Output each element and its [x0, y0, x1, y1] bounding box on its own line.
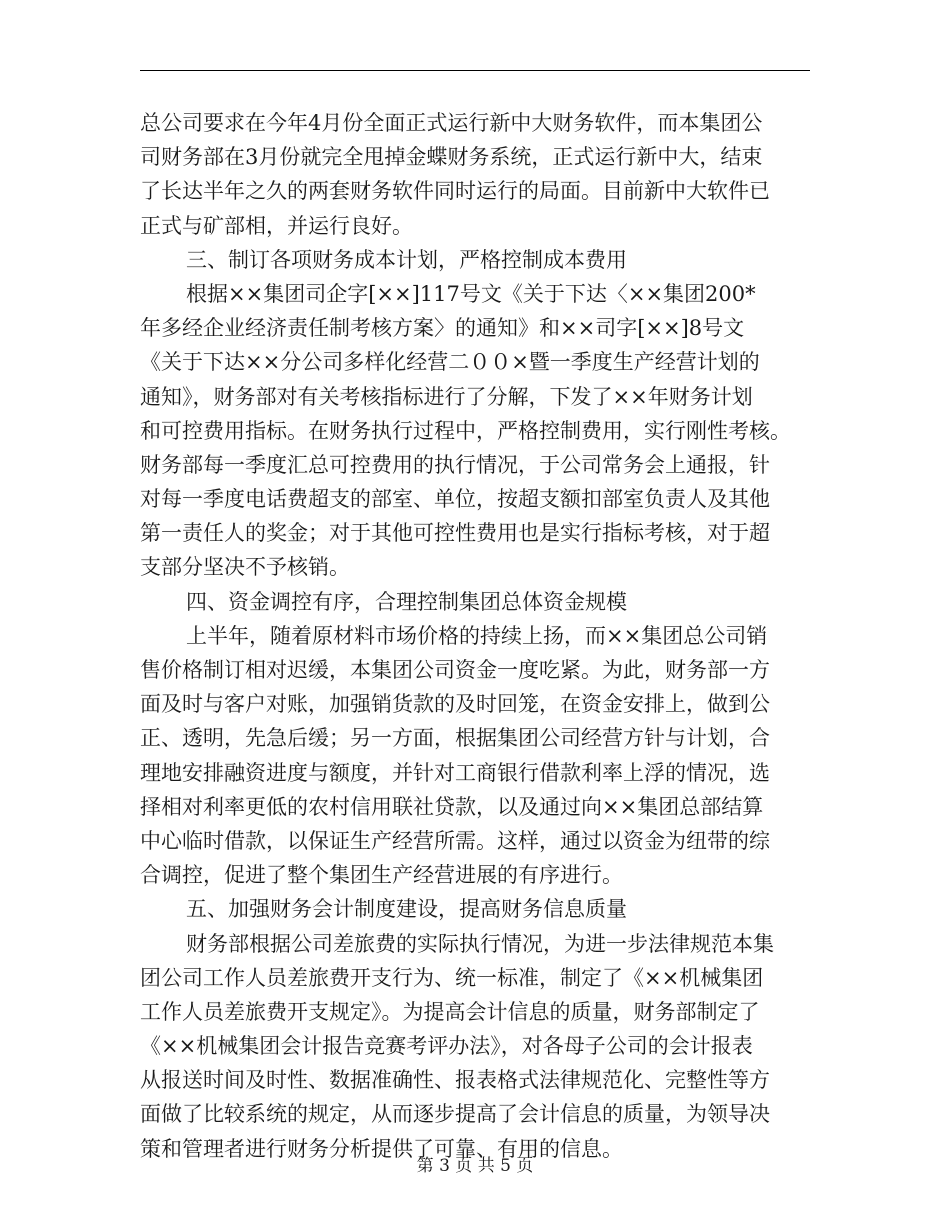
- text-line: 财务部根据公司差旅费的实际执行情况，为进一步法律规范本集: [186, 931, 774, 956]
- text-line: 第一责任人的奖金；对于其他可控性费用也是实行指标考核，对于超: [140, 521, 770, 546]
- text-line: 工作人员差旅费开支规定》。为提高会计信息的质量，财务部制定了: [140, 999, 760, 1024]
- text-line: 《关于下达××分公司多样化经营二００×暨一季度生产经营计划的: [140, 350, 760, 375]
- text-line: 根据××集团司企字[××]117号文《关于下达〈××集团200*: [186, 281, 756, 306]
- text-line: 面做了比较系统的规定，从而逐步提高了会计信息的质量，为领导决: [140, 1102, 770, 1127]
- text-line: 财务部每一季度汇总可控费用的执行情况，于公司常务会上通报，针: [140, 452, 770, 477]
- text-line: 司财务部在3月份就完全甩掉金蝶财务系统，正式运行新中大，结束: [140, 145, 763, 170]
- text-line: 年多经企业经济责任制考核方案〉的通知》和××司字[××]8号文: [140, 316, 745, 341]
- text-line: 择相对利率更低的农村信用联社贷款，以及通过向××集团总部结算: [140, 794, 764, 819]
- text-line: 《××机械集团会计报告竞赛考评办法》，对各母子公司的会计报表: [140, 1034, 753, 1059]
- text-line: 从报送时间及时性、数据准确性、报表格式法律规范化、完整性等方: [140, 1068, 770, 1093]
- text-line: 了长达半年之久的两套财务软件同时运行的局面。目前新中大软件已: [140, 179, 770, 204]
- text-line: 合调控，促进了整个集团生产经营进展的有序进行。: [140, 863, 623, 888]
- text-line: 正式与矿部相，并运行良好。: [140, 213, 413, 238]
- text-line: 上半年，随着原材料市场价格的持续上扬，而××集团总公司销: [186, 623, 768, 648]
- text-line: 中心临时借款，以保证生产经营所需。这样，通过以资金为纽带的综: [140, 828, 770, 853]
- text-line: 和可控费用指标。在财务执行过程中，严格控制费用，实行刚性考核。: [140, 418, 791, 443]
- text-line: 支部分坚决不予核销。: [140, 555, 350, 580]
- text-line: 三、制订各项财务成本计划，严格控制成本费用: [186, 247, 627, 272]
- text-line: 总公司要求在今年4月份全面正式运行新中大财务软件，而本集团公: [140, 111, 763, 135]
- text-line: 策和管理者进行财务分析提供了可靠、有用的信息。: [140, 1136, 623, 1161]
- document-body: [140, 106, 815, 1166]
- text-line: 四、资金调控有序，合理控制集团总体资金规模: [186, 589, 627, 614]
- header-rule: [140, 70, 810, 71]
- text-line: 面及时与客户对账，加强销货款的及时回笼，在资金安排上，做到公: [140, 692, 770, 717]
- text-line: 对每一季度电话费超支的部室、单位，按超支额扣部室负责人及其他: [140, 487, 770, 512]
- text-line: 正、透明，先急后缓；另一方面，根据集团公司经营方针与计划，合: [140, 726, 770, 751]
- text-line: 理地安排融资进度与额度，并针对工商银行借款利率上浮的情况，选: [140, 760, 770, 785]
- text-line: 通知》，财务部对有关考核指标进行了分解，下发了××年财务计划: [140, 384, 753, 409]
- text-line: 团公司工作人员差旅费开支行为、统一标准，制定了《××机械集团: [140, 965, 764, 990]
- page-footer: 第 3 页 共 5 页: [416, 1156, 534, 1176]
- text-line: 售价格制订相对迟缓，本集团公司资金一度吃紧。为此，财务部一方: [140, 658, 770, 682]
- text-line: 五、加强财务会计制度建设，提高财务信息质量: [186, 897, 627, 922]
